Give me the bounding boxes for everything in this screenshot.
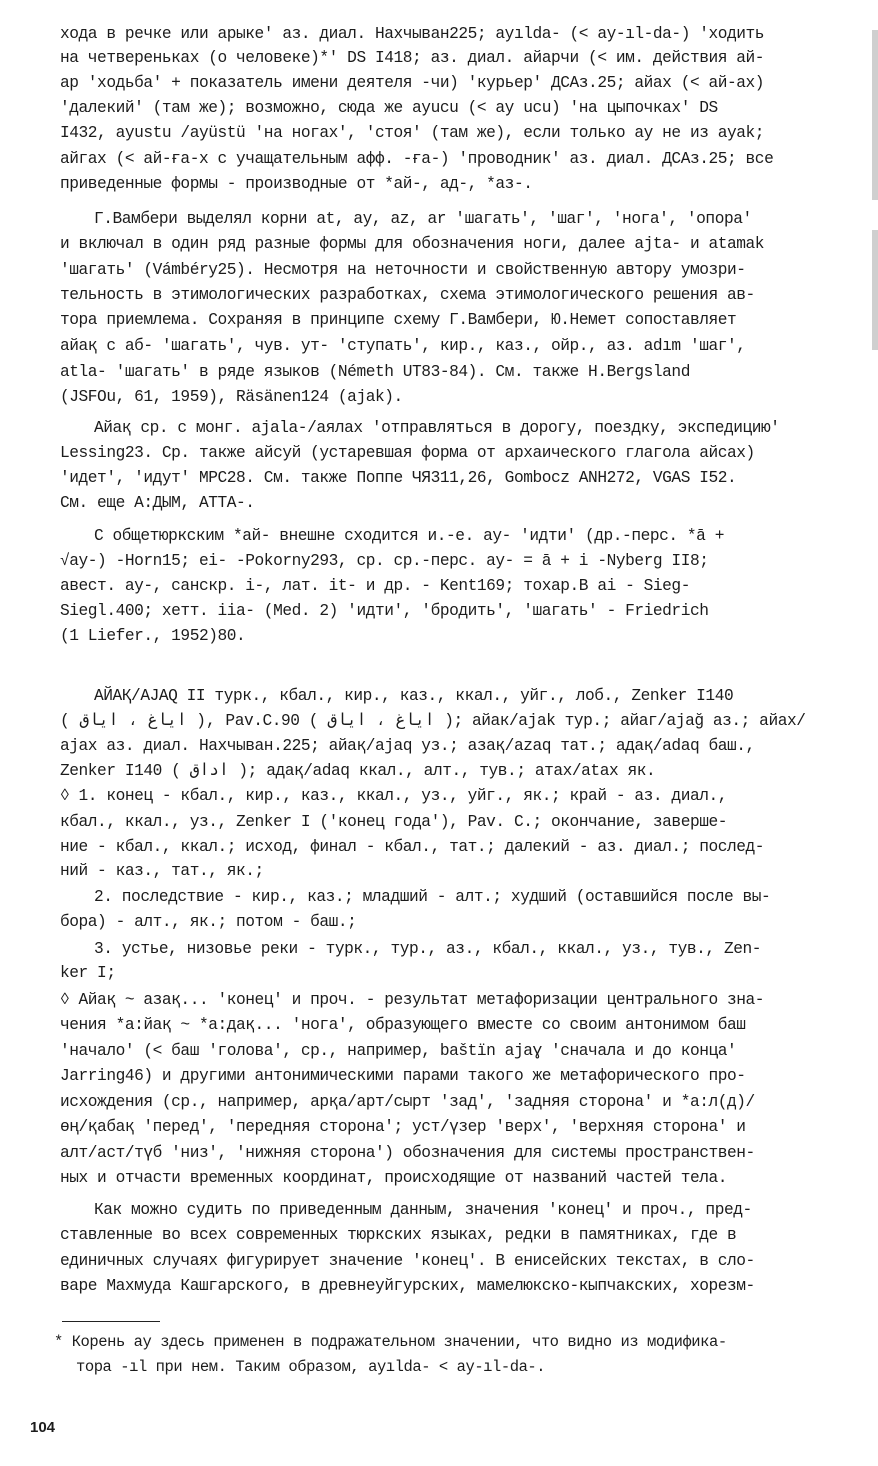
entry-heading: АЙАҚ/AJAQ II турк., кбал., кир., каз., ккал., уйг., лоб., Zenker I140 [94,687,734,705]
text-line: 'идет', 'идут' МРС28. См. также Поппе ЧЯ311,26, Gombocz ANH272, VGAS I52. [60,469,737,487]
text-line: С общетюркским *ай- внешне сходится и.-е. ay- 'идти' (др.-перс. *ā + [94,527,724,545]
text-line: ар 'ходьба' + показатель имени деятеля -чи) 'курьер' ДСАз.25; айах (< ай-ах) [60,74,765,92]
text-line: и включал в один ряд разные формы для обозначения ноги, далее ajta- и atamak [60,235,765,253]
footnote-divider [62,1321,160,1322]
text-line: варе Махмуда Кашгарского, в древнеуйгурских, мамелюкско-кыпчакских, хорезм- [60,1277,755,1295]
text-line: ajax аз. диал. Нахчыван.225; айақ/ajaq уз.; азақ/azaq тат.; адақ/adaq баш., [60,737,755,755]
text-line: кбал., ккал., уз., Zenker I ('конец года'), Pav. C.; окончание, заверше- [60,813,728,831]
text-line: өң/қабақ 'перед', 'передняя сторона'; уст/үзер 'верх', 'верхняя сторона' и [60,1118,746,1136]
footnote-line: * Корень ay здесь применен в подражательном значении, что видно из модифика- [54,1333,727,1351]
text-line: бора) - алт., як.; потом - баш.; [60,913,357,931]
text-line: Г.Вамбери выделял корни at, ay, az, ar 'шагать', 'шаг', 'нога', 'опора' [94,210,752,228]
text-line: 'шагать' (Vámbéry25). Несмотря на неточности и свойственную автору умозри- [60,261,746,279]
text-line: Zenker I140 ( اداق ); адақ/adaq ккал., алт., тув.; атах/atax як. [60,762,656,780]
text-line: алт/аст/түб 'низ', 'нижняя сторона') обозначения для системы пространствен- [60,1144,755,1162]
text-line: Айақ ср. с монг. ajala-/аялах 'отправляться в дорогу, поездку, экспедицию' [94,419,780,437]
text-line: ◊ Айақ ~ азақ... 'конец' и проч. - результат метафоризации центрального зна- [60,991,765,1009]
text-line: чения *а:йақ ~ *а:дақ... 'нога', образующего вместе со своим антонимом баш [60,1016,746,1034]
text-line: atla- 'шагать' в ряде языков (Németh UT83-84). См. также H.Bergsland [60,363,690,381]
text-line: Как можно судить по приведенным данным, значения 'конец' и проч., пред- [94,1201,752,1219]
text-line: айгах (< ай-ға-х с учащательным афф. -ға-) 'проводник' аз. диал. ДСАз.25; все [60,150,774,168]
scan-edge-shadow [872,30,878,200]
footnote-line: тора -ıl при нем. Таким образом, ayılda- < ay-ıl-da-. [76,1358,546,1376]
text-line: ний - каз., тат., як.; [60,862,264,880]
text-line: (JSFOu, 61, 1959), Räsänen124 (ajak). [60,388,403,406]
text-line: 3. устье, низовье реки - турк., тур., аз., кбал., ккал., уз., тув., Zen- [94,940,762,958]
text-line: Lessing23. Ср. также айсуй (устаревшая форма от архаического глагола айсах) [60,444,755,462]
text-line: См. еще А:ДЫМ, АТТА-. [60,494,255,512]
text-line: тельность в этимологических разработках, схема этимологического решения ав- [60,286,755,304]
text-line: Jarring46) и другими антонимическими парами такого же метафорического про- [60,1067,746,1085]
text-line: тора приемлема. Сохраняя в принципе схему Г.Вамбери, Ю.Немет сопоставляет [60,311,737,329]
text-line: айақ с аб- 'шагать', чув. ут- 'ступать', кир., каз., ойр., аз. adım 'шаг', [60,337,746,355]
text-line: авест. ay-, санскр. i-, лат. it- и др. - Kent169; тохар.В ai - Sieg- [60,577,690,595]
text-line: ных и отчасти временных координат, происходящие от названий частей тела. [60,1169,728,1187]
scan-edge-shadow [872,230,878,350]
text-line: хода в речке или арыке' аз. диал. Нахчыван225; ayılda- (< ay-ıl-da-) 'ходить [60,25,765,43]
text-line: приведенные формы - производные от *ай-, ад-, *аз-. [60,175,533,193]
text-line: единичных случаях фигурирует значение 'конец'. В енисейских текстах, в сло- [60,1252,755,1270]
text-line: ние - кбал., ккал.; исход, финал - кбал., тат.; далекий - аз. диал.; послед- [60,838,765,856]
text-line: 'начало' (< баш 'голова', ср., например, baštïn ajaɣ 'сначала и до конца' [60,1042,737,1060]
text-line: (1 Liefer., 1952)80. [60,627,246,645]
text-line: √ay-) -Horn15; ei- -Pokorny293, ср. ср.-перс. ay- = ā + i -Nyberg II8; [60,552,709,570]
text-line: Siegl.400; хетт. iia- (Med. 2) 'идти', 'бродить', 'шагать' - Friedrich [60,602,709,620]
text-line: на четвереньках (о человеке)*' DS I418; аз. диал. айарчи (< им. действия ай- [60,49,765,67]
text-line: ker I; [60,964,116,982]
text-line: ставленные во всех современных тюркских языках, редки в памятниках, где в [60,1226,737,1244]
page-number: 104 [30,1419,56,1436]
text-line: ◊ 1. конец - кбал., кир., каз., ккал., уз., уйг., як.; край - аз. диал., [60,787,728,805]
text-line: I432, ayustu /ayüstü 'на ногах', 'стоя' (там же), если только ay не из ayak; [60,124,765,142]
text-line: исхождения (ср., например, арқа/арт/сырт 'зад', 'задняя сторона' и *а:л(д)/ [60,1093,755,1111]
text-line: 'далекий' (там же); возможно, сюда же ayucu (< ay ucu) 'на цыпочках' DS [60,99,718,117]
text-line: 2. последствие - кир., каз.; младший - алт.; худший (оставшийся после вы- [94,888,771,906]
text-line: ( اياغ ، اياق ), Pav.C.90 ( اياغ ، اياق ); айак/ajak тур.; айаг/ajağ аз.; айах/ [60,712,806,730]
